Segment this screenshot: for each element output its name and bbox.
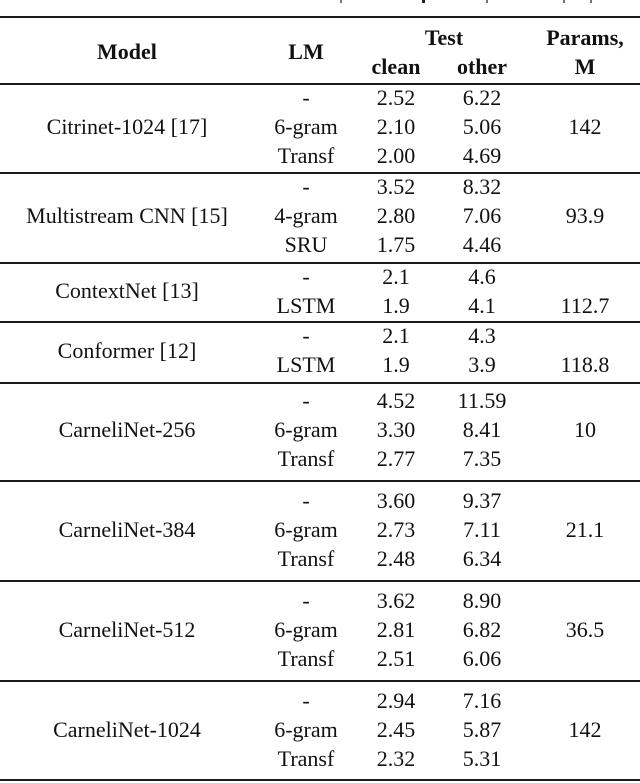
clean-value: 2.94 <box>376 688 416 713</box>
other-value: 4.69 <box>462 143 502 168</box>
caption-fragment <box>563 0 565 3</box>
clean-value: 3.30 <box>376 417 416 442</box>
other-value: 9.37 <box>462 488 502 513</box>
model-name: CarneliNet-512 <box>58 617 196 642</box>
other-value: 11.59 <box>457 388 507 413</box>
params-value: 10 <box>574 417 596 442</box>
clean-value: 3.60 <box>376 488 416 513</box>
model-name: ContextNet [13] <box>55 278 199 303</box>
lm-value: LSTM <box>276 293 336 318</box>
lm-value: SRU <box>284 232 328 257</box>
other-value: 7.35 <box>462 446 502 471</box>
header-other: other <box>456 54 508 79</box>
other-value: 6.22 <box>462 85 502 110</box>
lm-value: - <box>302 488 310 513</box>
lm-value: Transf <box>277 646 335 671</box>
lm-value: 6-gram <box>274 417 338 442</box>
lm-value: - <box>302 388 310 413</box>
header-model: Model <box>97 39 157 64</box>
caption-fragment <box>486 0 488 3</box>
lm-value: 6-gram <box>274 717 338 742</box>
other-value: 7.06 <box>462 203 502 228</box>
params-value: 93.9 <box>565 203 605 228</box>
other-value: 5.06 <box>462 114 502 139</box>
clean-value: 2.48 <box>376 546 416 571</box>
clean-value: 1.9 <box>382 293 410 318</box>
model-name: Conformer [12] <box>57 338 197 363</box>
lm-value: 4-gram <box>274 203 338 228</box>
other-value: 6.34 <box>462 546 502 571</box>
clean-value: 1.75 <box>376 232 416 257</box>
group-divider <box>0 382 640 384</box>
lm-value: Transf <box>277 143 335 168</box>
clean-value: 3.62 <box>376 588 416 613</box>
other-value: 6.82 <box>462 617 502 642</box>
lm-value: 6-gram <box>274 517 338 542</box>
other-value: 6.06 <box>462 646 502 671</box>
cropped-caption <box>0 0 640 6</box>
lm-value: - <box>302 323 310 348</box>
clean-value: 2.00 <box>376 143 416 168</box>
clean-value: 2.1 <box>382 323 410 348</box>
other-value: 8.41 <box>462 417 502 442</box>
clean-value: 2.51 <box>376 646 416 671</box>
clean-value: 2.81 <box>376 617 416 642</box>
model-name: CarneliNet-1024 <box>53 717 201 742</box>
top-rule <box>0 16 640 18</box>
lm-value: - <box>302 264 310 289</box>
group-divider <box>0 680 640 682</box>
params-value: 112.7 <box>560 293 610 318</box>
other-value: 7.11 <box>463 517 501 542</box>
clean-value: 2.52 <box>376 85 416 110</box>
other-value: 4.3 <box>468 323 496 348</box>
clean-value: 2.45 <box>376 717 416 742</box>
header-test: Test <box>424 25 464 50</box>
other-value: 8.32 <box>462 174 502 199</box>
caption-fragment <box>422 0 425 3</box>
header-params: Params, <box>546 25 624 50</box>
clean-value: 2.10 <box>376 114 416 139</box>
model-name: Citrinet-1024 [17] <box>46 114 208 139</box>
params-value: 36.5 <box>565 617 605 642</box>
clean-value: 3.52 <box>376 174 416 199</box>
header-params-unit: M <box>574 54 596 79</box>
params-value: 118.8 <box>560 352 610 377</box>
other-value: 5.31 <box>462 746 502 771</box>
params-value: 142 <box>568 114 602 139</box>
other-value: 3.9 <box>468 352 496 377</box>
lm-value: Transf <box>277 446 335 471</box>
model-name: Multistream CNN [15] <box>26 203 228 228</box>
clean-value: 2.1 <box>382 264 410 289</box>
lm-value: Transf <box>277 546 335 571</box>
lm-value: 6-gram <box>274 114 338 139</box>
lm-value: - <box>302 85 310 110</box>
lm-value: LSTM <box>276 352 336 377</box>
header-clean: clean <box>371 54 421 79</box>
other-value: 5.87 <box>462 717 502 742</box>
clean-value: 4.52 <box>376 388 416 413</box>
lm-value: - <box>302 688 310 713</box>
clean-value: 1.9 <box>382 352 410 377</box>
other-value: 4.46 <box>462 232 502 257</box>
other-value: 8.90 <box>462 588 502 613</box>
params-value: 21.1 <box>565 517 605 542</box>
lm-value: - <box>302 174 310 199</box>
params-value: 142 <box>568 717 602 742</box>
clean-value: 2.77 <box>376 446 416 471</box>
clean-value: 2.32 <box>376 746 416 771</box>
lm-value: - <box>302 588 310 613</box>
lm-value: Transf <box>277 746 335 771</box>
other-value: 7.16 <box>462 688 502 713</box>
other-value: 4.1 <box>468 293 496 318</box>
clean-value: 2.73 <box>376 517 416 542</box>
lm-value: 6-gram <box>274 617 338 642</box>
group-divider <box>0 580 640 582</box>
model-name: CarneliNet-256 <box>58 417 196 442</box>
other-value: 4.6 <box>468 264 496 289</box>
clean-value: 2.80 <box>376 203 416 228</box>
header-lm: LM <box>288 39 324 64</box>
caption-fragment <box>340 0 342 3</box>
model-name: CarneliNet-384 <box>58 517 196 542</box>
caption-fragment <box>590 0 592 3</box>
group-divider <box>0 480 640 482</box>
bottom-rule <box>0 779 640 781</box>
